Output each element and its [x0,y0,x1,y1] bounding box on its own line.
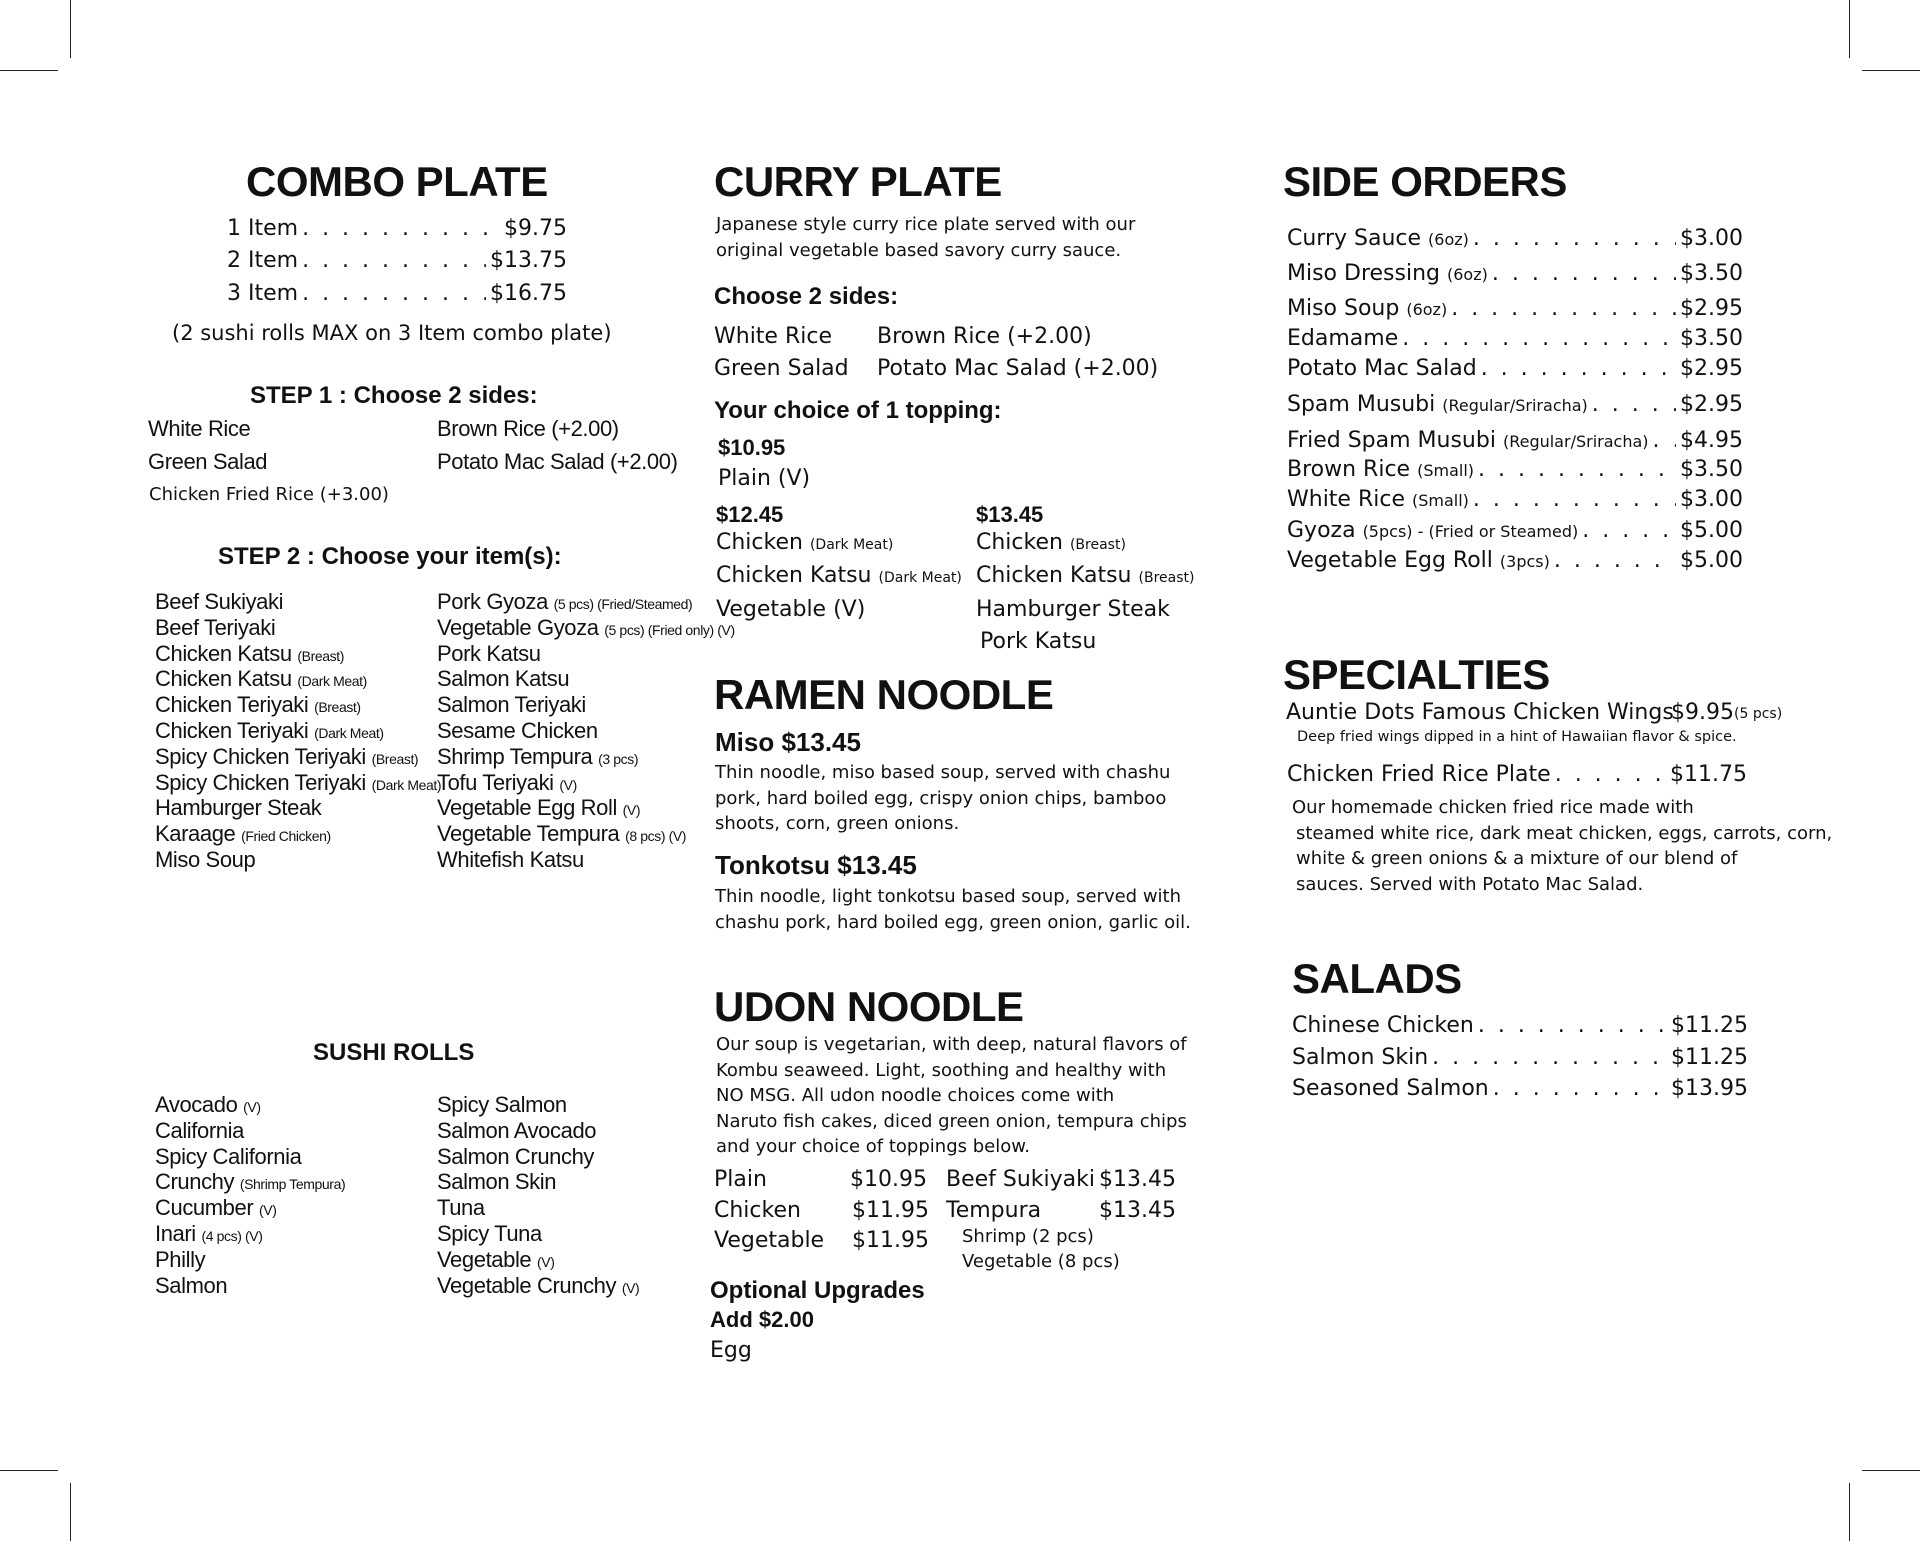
desc-line: sauces. Served with Potato Mac Salad. [1296,873,1644,895]
curry-price-b: $12.45 [716,502,784,527]
item-note: (Regular/Sriracha) [1502,432,1649,451]
item-name: Brown Rice [1287,457,1411,482]
item-name: Pork Gyoza [437,589,548,614]
step1-side: Chicken Fried Rice (+3.00) [149,484,389,505]
combo-note: (2 sushi rolls MAX on 3 Item combo plate) [172,321,612,345]
salad-row [1292,1013,1748,1038]
combo-item-name: 3 Item [227,281,299,306]
step2-title: STEP 2 : Choose your item(s): [218,543,562,570]
list-item [155,821,331,847]
combo-price-row [227,248,567,273]
item-note: (Breast) [1069,537,1126,553]
item-note: (Dark Meat) [314,725,384,741]
crop-mark [1862,70,1920,71]
curry-price-a: $10.95 [718,435,786,460]
item-note: (Fried Chicken) [241,828,331,845]
side-order-row [1287,261,1743,286]
cfr-price: $11.75 [1670,762,1747,787]
desc-line: Naruto fish cakes, diced green onion, tempura chips [716,1110,1187,1132]
wings-name: Auntie Dots Famous Chicken Wings [1286,700,1674,725]
item-name: Beef Teriyaki [155,614,276,640]
side-order-price: $2.95 [1680,392,1743,417]
curry-topping [976,563,1194,588]
item-name: California [155,1117,244,1143]
item-note: (Breast) [297,647,344,664]
side-order-name [1287,428,1649,453]
list-item [155,718,384,744]
udon-title: UDON NOODLE [714,983,1024,1030]
list-item [437,1247,554,1273]
list-item [155,770,441,796]
item-note: (5 pcs) (Fried only) (V) [604,621,735,638]
item-note: (6oz) [1428,230,1469,249]
udon-item-name: Beef Sukiyaki [946,1167,1096,1192]
curry-side: White Rice [714,324,832,349]
item-name: Salmon Katsu [437,666,570,692]
side-order-name [1287,392,1588,417]
list-item [155,1169,345,1195]
side-order-row [1287,518,1743,543]
item-name: Miso Dressing [1287,261,1440,286]
item-name: Cucumber [155,1195,254,1221]
item-name: Pork Katsu [437,640,541,666]
crop-mark [1849,1483,1850,1541]
item-name: Chicken Teriyaki [155,692,309,718]
item-name: Chicken [976,530,1063,555]
item-name: Chicken Katsu [155,666,292,692]
dot-leader [1492,261,1676,286]
salad-price: $11.25 [1671,1045,1748,1070]
list-item [155,615,275,641]
curry-desc: Japanese style curry rice plate served with our [716,214,1136,235]
dot-leader [1592,392,1676,417]
side-order-row [1287,326,1743,351]
side-order-price: $2.95 [1680,296,1743,321]
list-item [155,1247,205,1273]
crop-mark [0,1470,58,1471]
desc-line: and your choice of toppings below. [716,1136,1031,1157]
item-note: (5pcs) - (Fried or Steamed) [1362,522,1579,541]
list-item [437,795,640,821]
item-name: Chicken Teriyaki [155,718,309,743]
list-item [437,692,586,718]
salad-name: Salmon Skin [1292,1045,1429,1070]
item-name: Vegetable (V) [716,597,866,622]
combo-item-price: $13.75 [490,248,567,273]
side-order-name [1287,226,1469,251]
item-name: Hamburger Steak [155,795,322,821]
crop-mark [1849,0,1850,58]
list-item [155,1273,227,1299]
item-name: Vegetable [437,1246,532,1272]
item-name: Chicken Katsu [155,640,292,666]
dot-leader [1402,326,1676,351]
udon-upgrades-price: Add $2.00 [710,1307,814,1332]
dot-leader [1432,1045,1667,1070]
dot-leader [1478,1013,1667,1038]
sides-title: SIDE ORDERS [1283,158,1567,205]
item-name: Tofu Teriyaki [437,769,554,795]
item-name: Vegetable Egg Roll [1287,548,1493,573]
item-name: Salmon Teriyaki [437,692,586,718]
side-order-row [1287,548,1743,573]
udon-upgrades-item: Egg [710,1338,752,1363]
item-name: Whitefish Katsu [437,847,584,872]
step1-side: Brown Rice (+2.00) [437,416,619,441]
list-item [155,1118,244,1144]
salad-row [1292,1076,1748,1101]
desc-line: Thin noodle, light tonkotsu based soup, served with [715,886,1182,907]
desc-line: shoots, corn, green onions. [715,813,960,834]
list-item [437,1221,542,1247]
side-order-name [1287,548,1550,573]
item-note: (3 pcs) [598,750,639,767]
item-name: Fried Spam Musubi [1287,428,1496,453]
wings-desc: Deep fried wings dipped in a hint of Hawaiian flavor & spice. [1297,729,1737,745]
list-item [155,692,361,718]
item-name: Vegetable Crunchy [437,1272,617,1298]
crop-mark [70,0,71,58]
item-name: Philly [155,1246,206,1272]
list-item [437,666,569,692]
dot-leader [1582,518,1676,543]
dot-leader [1554,548,1676,573]
step1-side: Green Salad [148,449,268,474]
curry-topping [976,530,1126,555]
list-item [437,718,598,744]
step1-title: STEP 1 : Choose 2 sides: [250,382,538,409]
item-name: Salmon Skin [437,1169,557,1195]
step1-side: Potato Mac Salad (+2.00) [437,449,678,474]
item-name: Potato Mac Salad [1287,356,1477,381]
list-item [155,666,367,692]
dot-leader [1478,457,1676,482]
side-order-row [1287,457,1743,482]
item-name: Salmon [155,1272,228,1298]
dot-leader [1481,356,1676,381]
udon-item-price: $13.45 [1099,1167,1176,1192]
udon-item-name: Plain [714,1167,767,1192]
item-note: (8 pcs) (V) [625,828,687,845]
curry-side: Potato Mac Salad (+2.00) [877,356,1159,381]
item-name: Chicken Katsu [976,563,1132,588]
wings-price: $9.95 [1671,700,1734,725]
list-item [155,641,344,667]
item-note: (V) [243,1099,261,1115]
combo-price-row [227,216,567,241]
curry-topping [716,563,962,588]
item-note: (V) [537,1253,555,1270]
side-order-price: $2.95 [1680,356,1743,381]
item-name: Spicy California [155,1143,302,1169]
item-name: Spicy Tuna [437,1221,542,1246]
item-name: Sesame Chicken [437,718,598,743]
desc-line: chashu pork, hard boiled egg, green onion, garlic oil. [715,911,1191,933]
item-name: Spicy Chicken Teriyaki [155,769,366,795]
list-item [155,1144,301,1170]
item-note: (Dark Meat) [878,570,962,586]
item-name: Gyoza [1287,518,1356,543]
salad-price: $13.95 [1671,1076,1748,1101]
item-name: Miso Soup [1287,296,1400,321]
salad-row [1292,1045,1748,1070]
curry-desc: original vegetable based savory curry sauce. [716,240,1122,261]
item-name: Beef Sukiyaki [155,589,284,614]
side-order-price: $3.00 [1680,487,1743,512]
side-order-name [1287,356,1477,381]
item-name: Salmon Avocado [437,1117,597,1143]
desc-line: Our homemade chicken fried rice made with [1292,797,1694,818]
item-name: Curry Sauce [1287,226,1422,251]
item-note: (3pcs) [1499,552,1550,571]
curry-topping [716,597,865,622]
udon-item-price: $13.45 [1099,1198,1176,1223]
item-note: (V) [621,1279,640,1296]
dot-leader [1473,226,1676,251]
list-item [155,847,255,873]
combo-item-price: $9.75 [504,216,567,241]
list-item [437,1273,639,1299]
item-note: (Dark Meat) [371,776,442,793]
side-order-price: $5.00 [1680,548,1743,573]
side-order-row [1287,226,1743,251]
curry-topping [980,629,1096,654]
list-item [155,1092,261,1118]
udon-desc [716,1032,1187,1160]
item-name: Pork Katsu [980,629,1097,654]
list-item [437,1144,594,1170]
list-item [155,1221,262,1247]
desc-line: pork, hard boiled egg, crispy onion chips, bamboo [715,787,1167,809]
cfr-desc [1292,795,1832,897]
list-item [437,1195,485,1221]
curry-topping-title: Your choice of 1 topping: [714,397,1002,424]
curry-price-c: $13.45 [976,502,1044,527]
sushi-title: SUSHI ROLLS [313,1039,475,1066]
item-name: Vegetable Gyoza [437,614,599,640]
side-order-row [1287,296,1743,321]
item-name: Hamburger Steak [976,597,1170,622]
list-item [155,589,283,615]
side-order-name [1287,487,1469,512]
side-order-price: $3.50 [1680,261,1743,286]
desc-line: steamed white rice, dark meat chicken, eggs, carrots, corn, [1296,822,1833,844]
item-note: (Small) [1412,491,1469,510]
item-note: (Breast) [1138,570,1195,586]
list-item [437,821,686,847]
udon-item-name: Tempura [946,1198,1042,1223]
side-order-price: $3.00 [1680,226,1743,251]
combo-price-row [227,281,567,306]
item-name: Vegetable Egg Roll [437,795,617,821]
side-order-row [1287,392,1743,417]
curry-sides-title: Choose 2 sides: [714,283,899,310]
list-item [437,589,692,615]
side-order-name [1287,518,1578,543]
list-item [437,615,735,641]
item-name: White Rice [1287,487,1405,512]
salads-title: SALADS [1292,955,1462,1002]
side-order-name [1287,457,1474,482]
step1-side: White Rice [148,416,251,441]
item-note: (V) [622,802,641,819]
udon-item-price: $10.95 [850,1167,927,1192]
item-name: Miso Soup [155,847,256,872]
item-name: Spicy Chicken Teriyaki [155,743,366,769]
item-name: Tuna [437,1195,485,1221]
curry-topping: Plain (V) [718,466,811,491]
item-name: Crunchy [155,1169,235,1195]
dot-leader [1473,487,1676,512]
desc-line: Our soup is vegetarian, with deep, natural flavors of [716,1034,1187,1055]
item-name: Avocado [155,1092,238,1117]
item-name: Inari [155,1221,196,1246]
list-item [437,1169,556,1195]
curry-topping [976,597,1170,622]
cfr-name: Chicken Fried Rice Plate [1287,762,1551,787]
item-name: Edamame [1287,326,1399,351]
side-order-row [1287,487,1743,512]
curry-side: Green Salad [714,356,849,381]
item-name: Chicken Katsu [716,563,872,588]
side-order-price: $3.50 [1680,326,1743,351]
side-order-price: $3.50 [1680,457,1743,482]
item-note: (Regular/Sriracha) [1442,396,1588,415]
item-note: (Dark Meat) [297,673,367,690]
item-note: (6oz) [1447,265,1488,284]
item-name: Chicken [716,530,803,555]
item-name: Salmon Crunchy [437,1143,595,1169]
side-order-price: $5.00 [1680,518,1743,543]
side-order-row [1287,356,1743,381]
desc-line: white & green onions & a mixture of our blend of [1296,848,1738,869]
item-note: (Small) [1417,461,1474,480]
udon-item-name: Chicken [714,1198,801,1223]
crop-mark [0,70,58,71]
dot-leader [1451,296,1676,321]
item-name: Shrimp Tempura [437,743,593,769]
curry-side: Brown Rice (+2.00) [877,324,1092,349]
list-item [437,641,541,667]
crop-mark [1862,1470,1920,1471]
side-order-name [1287,296,1447,321]
item-note: (Breast) [314,699,361,716]
item-note: (6oz) [1406,300,1448,319]
list-item [437,744,638,770]
wings-note: (5 pcs) [1734,706,1783,722]
combo-item-name: 1 Item [227,216,299,241]
list-item [437,847,584,873]
side-order-price: $4.95 [1680,428,1743,453]
item-name: Spam Musubi [1287,392,1436,417]
ramen-tonkotsu-desc [715,884,1191,935]
side-order-name [1287,326,1398,351]
list-item [437,1118,596,1144]
item-note: (V) [559,776,577,793]
list-item [155,744,418,770]
combo-item-name: 2 Item [227,248,299,273]
desc-line: Kombu seaweed. Light, soothing and healthy with [716,1059,1167,1081]
item-name: Vegetable Tempura [437,821,620,847]
item-name: Spicy Salmon [437,1092,567,1117]
udon-item-price: $11.95 [852,1198,929,1223]
udon-item-price: $11.95 [852,1228,929,1253]
curry-topping [716,530,893,555]
curry-title: CURRY PLATE [714,158,1002,205]
item-name: Karaage [155,821,236,847]
combo-title: COMBO PLATE [246,158,548,205]
salad-name: Seasoned Salmon [1292,1076,1489,1101]
specialties-title: SPECIALTIES [1283,651,1550,698]
side-order-row [1287,428,1743,453]
item-note: (4 pcs) (V) [201,1228,263,1244]
ramen-miso-title: Miso $13.45 [715,727,861,757]
ramen-title: RAMEN NOODLE [714,671,1054,718]
item-note: (Breast) [371,750,419,767]
item-note: (V) [259,1202,277,1219]
dot-leader [1493,1076,1667,1101]
desc-line: NO MSG. All udon noodle choices come with [716,1085,1115,1106]
list-item [155,795,321,821]
udon-upgrades-title: Optional Upgrades [710,1277,925,1304]
dot-leader [1653,428,1677,453]
combo-item-price: $16.75 [490,281,567,306]
salad-price: $11.25 [1671,1013,1748,1038]
udon-tempura-sub: Shrimp (2 pcs) [962,1226,1094,1247]
cfr-row [1287,762,1747,787]
crop-mark [70,1483,71,1541]
item-note: (Dark Meat) [809,537,894,553]
item-note: (5 pcs) (Fried/Steamed) [553,596,693,612]
ramen-tonkotsu-title: Tonkotsu $13.45 [715,850,917,880]
side-order-name [1287,261,1488,286]
item-note: (Shrimp Tempura) [239,1176,346,1193]
list-item [437,770,577,796]
udon-item-name: Vegetable [714,1228,825,1253]
list-item [155,1195,276,1221]
salad-name: Chinese Chicken [1292,1013,1474,1038]
ramen-miso-desc [715,760,1170,837]
desc-line: Thin noodle, miso based soup, served with chashu [715,762,1171,783]
list-item [437,1092,567,1118]
udon-tempura-sub: Vegetable (8 pcs) [962,1251,1120,1272]
